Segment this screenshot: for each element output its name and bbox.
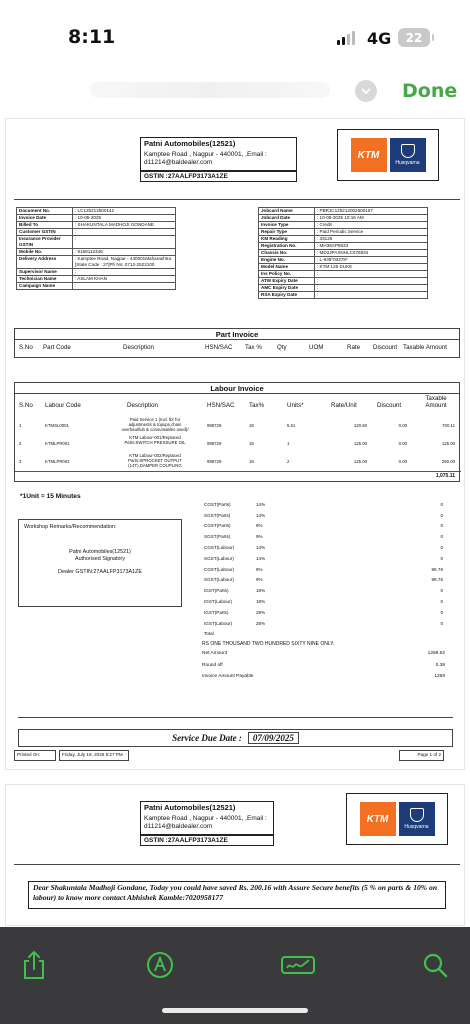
info-key: Billed To [17, 222, 73, 229]
info-value: : [73, 236, 176, 249]
network-type: 4G [367, 29, 392, 48]
tax-cell: CGST(Parts) [204, 523, 231, 529]
part-header-cell: Discount [373, 344, 398, 351]
tax-row [202, 499, 445, 510]
labour-row [15, 417, 461, 435]
dealer-email-2: d11214@baldealer.com [144, 823, 213, 830]
labour-cell: KTMLPR002 [45, 459, 70, 464]
labour-header-cell: Units* [287, 402, 304, 409]
ktm-logo: KTM [351, 138, 387, 172]
savings-message: Dear Shakuntala Madhoji Gondane, Today you could have saved Rs. 200.16 with Assure Secure benefits (5 % on parts & 10% on labour) to know more contact Abhishek Kamble:7020958177 [28, 881, 446, 909]
labour-cell: KTMSL0001 [45, 423, 69, 428]
labour-cell: KTM Labour-001/Replaced Parts:SWITCH PRESSURE OIL [124, 435, 186, 445]
labour-cell: KTMLPR001 [45, 441, 70, 446]
husqvarna-label-2: Husqvarna [404, 824, 429, 830]
part-header-cell: Description [123, 344, 154, 351]
tax-cell: 96.76 [431, 566, 443, 572]
info-row [259, 222, 428, 229]
info-row [259, 243, 428, 250]
info-key: Engine No. [259, 257, 315, 264]
labour-cell: 250.00 [441, 459, 455, 464]
info-value: : 10-05-2025 [73, 215, 176, 222]
part-header-cell: S.No [19, 344, 33, 351]
shield-icon [401, 144, 415, 158]
shield-icon [410, 808, 424, 822]
tax-cell: 14% [256, 512, 266, 518]
share-button[interactable] [19, 950, 49, 980]
husqvarna-logo-2 [399, 802, 435, 836]
info-row [17, 222, 176, 229]
info-value: : MD2JPAXNHLC076834 [315, 250, 428, 257]
info-value: : [73, 269, 176, 276]
info-row [259, 250, 428, 257]
signal-icon [337, 31, 355, 45]
payable-label: Invoice Amount Payable [202, 674, 254, 679]
tax-cell: IGST(Parts) [204, 588, 229, 594]
labour-row [15, 453, 461, 471]
info-value: : [315, 271, 428, 278]
labour-cell: 2 [19, 441, 22, 446]
invoice-page-2 [5, 784, 465, 926]
status-bar [0, 0, 470, 78]
info-row [259, 264, 428, 271]
brand-logos-2 [346, 793, 448, 845]
tax-cell: 0 [440, 599, 443, 605]
info-row [17, 236, 176, 249]
info-key: Insurance Provider GSTIN [17, 236, 73, 249]
tax-cell: SGST(Parts) [204, 512, 231, 518]
dealer-address-2: Kamptee Road , Nagpur - 440001, ,Email : [144, 815, 267, 822]
tax-cell [254, 629, 284, 640]
tax-cell: 28% [256, 620, 266, 626]
service-due-box [18, 729, 453, 747]
tax-row [202, 510, 445, 521]
part-invoice-section [14, 328, 460, 358]
round-off-value: 0.38 [435, 663, 445, 668]
info-row [17, 215, 176, 222]
info-key: Repair Type [259, 229, 315, 236]
husqvarna-label: Husqvarna [395, 160, 420, 166]
payable-value: 1269 [434, 674, 445, 679]
ktm-logo-2: KTM [360, 802, 396, 836]
labour-cell: Paid Service 1 (Incl. lbr for adjustments & topups,chain overhaul/lub & consumables used)/ [121, 417, 189, 432]
page-number: Page 1 of 2 [399, 750, 444, 761]
tax-cell: SGST(Parts) [204, 534, 231, 540]
tax-cell: 9% [256, 534, 263, 540]
totals-block [202, 651, 445, 685]
more-button[interactable] [355, 80, 377, 102]
info-value: : 9168112446 [73, 249, 176, 256]
round-off-row [202, 663, 445, 674]
info-key: Ins Policy No. [259, 271, 315, 278]
tax-row [202, 629, 445, 640]
info-row [259, 208, 428, 215]
job-info-table [258, 207, 428, 299]
labour-header-cell: Labour Code [45, 402, 81, 409]
info-value: : Paid Periodic Service [315, 229, 428, 236]
tax-row [202, 618, 445, 629]
labour-cell: 18 [249, 441, 254, 446]
info-value: : [315, 285, 428, 292]
tax-cell: 0 [440, 501, 443, 507]
info-value: : KTM 125 DUKE [315, 264, 428, 271]
labour-row [15, 435, 461, 453]
labour-header-cell: S.No [19, 402, 33, 409]
tax-cell: 0 [440, 555, 443, 561]
info-key: ATW Expiry Date [259, 278, 315, 285]
battery-level: 22 [405, 30, 423, 45]
info-key: Jobcard Name [259, 208, 315, 215]
info-key: RSA Expiry Date [259, 292, 315, 299]
labour-cell: 18 [249, 423, 254, 428]
service-due-label: Service Due Date : [172, 733, 242, 743]
tax-cell: IGST(Parts) [204, 609, 229, 615]
blurred-title [90, 82, 330, 98]
printed-on-label: Printed On: [14, 750, 56, 761]
dealer-name-2: Patni Automobiles(12521) [144, 803, 236, 812]
labour-cell: 125.00 [353, 459, 367, 464]
info-row [259, 271, 428, 278]
labour-total: 1,075.11 [435, 473, 455, 479]
dealer-email: d11214@baldealer.com [144, 159, 213, 166]
info-key: Customer GSTIN [17, 229, 73, 236]
tax-row [202, 607, 445, 618]
tax-cell: 0 [440, 620, 443, 626]
info-key: Technician Name [17, 276, 73, 283]
info-key: KM Reading [259, 236, 315, 243]
info-key: Mobile No. [17, 249, 73, 256]
tax-cell: 0 [440, 609, 443, 615]
tax-cell: 18% [256, 588, 266, 594]
part-header-cell: Part Code [43, 344, 71, 351]
remarks-title: Workshop Remarks/Recommendation: [24, 524, 117, 530]
labour-header-cell: Taxable Amount [425, 395, 447, 409]
tax-cell: 0 [440, 545, 443, 551]
part-header-cell: Qty [277, 344, 287, 351]
tax-cell: 9% [256, 577, 263, 583]
info-row [259, 292, 428, 299]
top-bar [0, 70, 470, 116]
labour-cell: 1 [287, 441, 290, 446]
tax-row [202, 564, 445, 575]
tax-cell: CGST(Labour) [204, 566, 235, 572]
info-key: Model Name [259, 264, 315, 271]
part-invoice-title: Part Invoice [15, 329, 459, 340]
round-off-label: Round off [202, 663, 223, 668]
done-button[interactable]: Done [402, 80, 458, 102]
divider [14, 199, 460, 200]
remarks-box [18, 519, 182, 607]
labour-header-cell: Discount [377, 402, 402, 409]
info-row [259, 257, 428, 264]
labour-header-cell: Rate/Unit [331, 402, 357, 409]
info-value: : [73, 283, 176, 290]
info-value: : Kamptee Road, Nagpur - 440001Maharashtra [State Code : 27]Ph No: 0712-2522100 [73, 256, 176, 269]
part-header-cell: Tax % [245, 344, 262, 351]
info-row [259, 229, 428, 236]
gstin-2: GSTIN :27AALFP3173A1ZE [140, 835, 274, 846]
info-value: : Credit [315, 222, 428, 229]
gstin: GSTIN :27AALFP3173A1ZE [140, 171, 297, 182]
share-icon [21, 950, 47, 980]
info-value: : [315, 278, 428, 285]
markup-button[interactable] [145, 950, 175, 980]
unit-note: *1Unit = 15 Minutes [20, 493, 81, 500]
labour-cell: 1 [19, 423, 22, 428]
info-key: Invoice Type [259, 222, 315, 229]
customer-info-table [16, 207, 176, 290]
net-amount-row [202, 651, 445, 663]
part-header-cell: Rate [347, 344, 361, 351]
labour-cell: 700.11 [442, 423, 455, 428]
info-row [17, 256, 176, 269]
tax-table [202, 499, 445, 639]
tax-cell: CGST(Labour) [204, 545, 235, 551]
tax-row [202, 553, 445, 564]
labour-cell: 2 [287, 459, 290, 464]
labour-header-cell: Description [127, 402, 158, 409]
labour-cell: 125.00 [353, 441, 367, 446]
search-button[interactable] [420, 950, 450, 980]
labour-invoice-section [14, 382, 460, 482]
info-value: : [315, 292, 428, 299]
signature-button[interactable] [280, 950, 316, 980]
part-header-cell: UOM [309, 344, 324, 351]
signature-icon [280, 952, 316, 978]
labour-cell: 998729 [207, 459, 222, 464]
service-due-date: 07/09/2025 [248, 732, 299, 744]
info-row [17, 269, 176, 276]
husqvarna-logo [390, 138, 426, 172]
labour-cell: 125.00 [441, 441, 455, 446]
labour-cell: 0.00 [398, 441, 407, 446]
info-value: : [73, 229, 176, 236]
labour-cell: 0.00 [398, 423, 407, 428]
info-key: Campaign Name [17, 283, 73, 290]
tax-cell: 14% [256, 501, 266, 507]
signatory-label: Authorised Signatory [74, 556, 126, 562]
net-amount-label: Net Amount [202, 651, 228, 656]
signatory-name: Patni Automobiles(12521) [69, 549, 131, 555]
labour-cell: 998729 [207, 441, 222, 446]
info-value: : LC125212500142 [73, 208, 176, 215]
search-icon [422, 952, 448, 978]
labour-cell: 5.61 [287, 423, 296, 428]
info-row [259, 278, 428, 285]
tax-cell: SGST(Labour) [204, 555, 234, 561]
dealer-gstin: Dealer GSTIN:27AALFP3173A1ZE [58, 569, 142, 575]
battery-icon [398, 28, 430, 47]
info-row [17, 283, 176, 290]
tax-cell: CGST(Parts) [204, 501, 231, 507]
invoice-page-1 [5, 118, 465, 770]
tax-cell: SGST(Labour) [204, 577, 234, 583]
tax-cell: 9% [256, 523, 263, 529]
info-key: Chassis No. [259, 250, 315, 257]
labour-cell: 0.00 [398, 459, 407, 464]
info-row [17, 276, 176, 283]
info-value: : L-935*03279* [315, 257, 428, 264]
info-key: Invoice Date [17, 215, 73, 222]
info-key: Delivery Address [17, 256, 73, 269]
dealer-address: Kamptee Road , Nagpur - 440001, ,Email : [144, 151, 267, 158]
tax-cell: 0 [440, 523, 443, 529]
tax-cell: 9% [256, 566, 263, 572]
info-key: Registration No. [259, 243, 315, 250]
labour-cell: 3 [19, 459, 22, 464]
tax-cell [284, 629, 445, 640]
tax-row [202, 542, 445, 553]
home-indicator[interactable] [162, 1008, 308, 1013]
part-header-cell: Taxable Amount [403, 344, 448, 351]
chevron-down-icon [360, 85, 372, 97]
tax-cell: 14% [256, 555, 266, 561]
info-value: : 10-05-2025 10:16 AM [315, 215, 428, 222]
info-key: Document No. [17, 208, 73, 215]
info-row [17, 249, 176, 256]
printed-on-date: Friday, July 18, 2025 5:27 PM [59, 750, 129, 761]
dealer-header [140, 137, 297, 171]
tax-row [202, 531, 445, 542]
labour-cell: 120.50 [353, 423, 367, 428]
labour-cell: 18 [249, 459, 254, 464]
labour-cell: 998729 [207, 423, 222, 428]
info-value: : 33125 [315, 236, 428, 243]
tax-cell: 0 [440, 588, 443, 594]
labour-header-cell: HSN/SAC [207, 402, 235, 409]
info-row [259, 215, 428, 222]
amount-in-words: RS ONE THOUSAND TWO HUNDRED SIXTY NINE ONLY. [202, 641, 335, 647]
info-value: : SHAKUNTALA MADHOJI GONDANE [73, 222, 176, 229]
part-header-cell: HSN/SAC [205, 344, 233, 351]
info-value: : MH35AP9633 [315, 243, 428, 250]
info-row [17, 229, 176, 236]
status-time: 8:11 [68, 26, 116, 48]
tax-cell: 0 [440, 512, 443, 518]
info-value: : PBRJC125212002500157 [315, 208, 428, 215]
info-row [259, 236, 428, 243]
info-value: : ASLAM KHAN [73, 276, 176, 283]
tax-cell: 28% [256, 609, 266, 615]
tax-cell: Total [204, 631, 214, 637]
tax-cell: 18% [256, 599, 266, 605]
tax-row [202, 521, 445, 532]
tax-cell: 0 [440, 534, 443, 540]
tax-cell: IGST(Labour) [204, 620, 233, 626]
tax-row [202, 585, 445, 596]
info-key: Supervisor Name [17, 269, 73, 276]
brand-logos [337, 129, 439, 181]
dealer-name: Patni Automobiles(12521) [144, 139, 236, 148]
tax-cell: IGST(Labour) [204, 599, 233, 605]
tax-cell: 14% [256, 545, 266, 551]
tax-row [202, 575, 445, 586]
tax-cell: 96.76 [431, 577, 443, 583]
info-row [259, 285, 428, 292]
labour-header-cell: Tax% [249, 402, 265, 409]
info-key: AMC Expiry Date [259, 285, 315, 292]
info-key: Jobcard Date [259, 215, 315, 222]
labour-invoice-title: Labour Invoice [15, 383, 459, 394]
markup-pen-icon [146, 951, 174, 979]
info-row [17, 208, 176, 215]
tax-row [202, 596, 445, 607]
dealer-header-2 [140, 801, 274, 835]
net-amount-value: 1268.62 [427, 651, 445, 656]
payable-row [202, 674, 445, 685]
labour-cell: KTM Labour-002/Replaced Parts:SPROCKET OUTPUT (14T),DAMPER COUPLING [128, 453, 182, 468]
